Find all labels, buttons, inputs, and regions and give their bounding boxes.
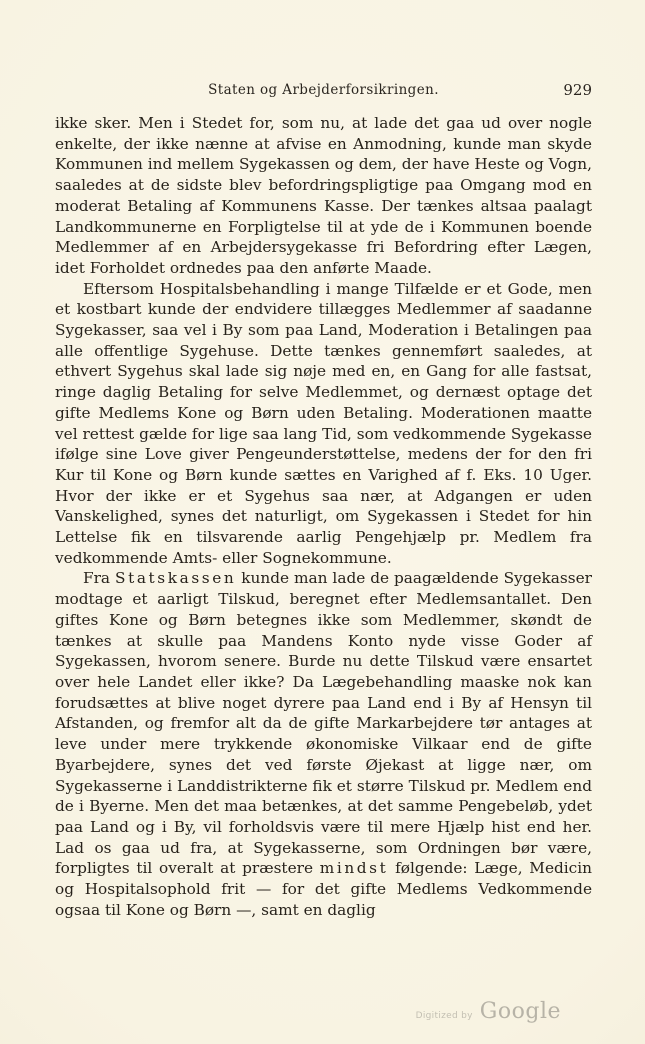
digitization-watermark: [416, 999, 561, 1024]
paragraph: Fra Statskassen kunde man lade de paagældende Sygekasser modtage et aarligt Tilskud, beregnet efter Medlemsantallet. Den giftes Kone og Børn betegnes ikke som Medlemmer, skøndt de tænkes at skulle paa Mandens Konto nyde visse Goder af Sygekassen, hvorom senere. Burde nu dette Tilskud være ensartet over hele Landet eller ikke? Da Lægebehandling maaske nok kan forudsættes at blive noget dyrere paa Land end i By af Hensyn til Afstanden, og fremfor alt da de gifte Markarbejdere tør antages at leve under mere trykkende økonomiske Vilkaar end de gifte Byarbejdere, synes det ved første Øjekast at ligge nær, om Sygekasserne i Landdistrikterne fik et større Tilskud pr. Medlem end de i Byerne. Men det maa betænkes, at det samme Pengebeløb, ydet paa Land og i By, vil forholdsvis være til mere Hjælp hist end her. Lad os gaa ud fra, at Sygekasserne, som Ordningen bør være, forpligtes til overalt at præstere mindst følgende: Læge, Medicin og Hospitalsophold frit — for det gifte Medlems Vedkommende ogsaa til Kone og Børn —, samt en daglig: [55, 569, 592, 919]
page-number: 929: [563, 81, 592, 99]
digitized-by-label: Digitized by: [415, 1011, 473, 1021]
running-title: Staten og Arbejderforsikringen.: [208, 82, 439, 98]
page-header: [55, 82, 592, 104]
page-body: [55, 113, 592, 920]
paragraph: ikke sker. Men i Stedet for, som nu, at lade det gaa ud over nogle enkelte, der ikke nænne at afvise en Anmodning, kunde man skyde Kommunen ind mellem Sygekassen og dem, der have Heste og Vogn, saaledes at de sidste blev befordringspligtige paa Omgang mod en moderat Betaling af Kommunens Kasse. Der tænkes altsaa paalagt Landkommunerne en Forpligtelse til at yde de i Kommunen boende Medlemmer af en Arbejdersygekasse fri Befordring efter Lægen, idet Forholdet ordnedes paa den anførte Maade.: [55, 114, 592, 277]
google-logo: Google: [479, 999, 561, 1024]
paragraph: Eftersom Hospitalsbehandling i mange Tilfælde er et Gode, men et kostbart kunde der endvidere tillægges Medlemmer af saadanne Sygekasser, saa vel i By som paa Land, Moderation i Betalingen paa alle offentlige Sygehuse. Dette tænkes gennemført saaledes, at ethvert Sygehus skal lade sig nøje med en, en Gang for alle fastsat, ringe daglig Betaling for selve Medlemmet, og dernæst optage det gifte Medlems Kone og Børn uden Betaling. Moderationen maatte vel rettest gælde for lige saa lang Tid, som vedkommende Sygekasse ifølge sine Love giver Pengeunderstøttelse, medens der for den fri Kur til Kone og Børn kunde sættes en Varighed af f. Eks. 10 Uger. Hvor der ikke er et Sygehus saa nær, at Adgangen er uden Vanskelighed, synes det naturligt, om Sygekassen i Stedet for hin Lettelse fik en tilsvarende aarlig Pengehjælp pr. Medlem fra vedkommende Amts- eller Sognekommune.: [55, 279, 592, 567]
